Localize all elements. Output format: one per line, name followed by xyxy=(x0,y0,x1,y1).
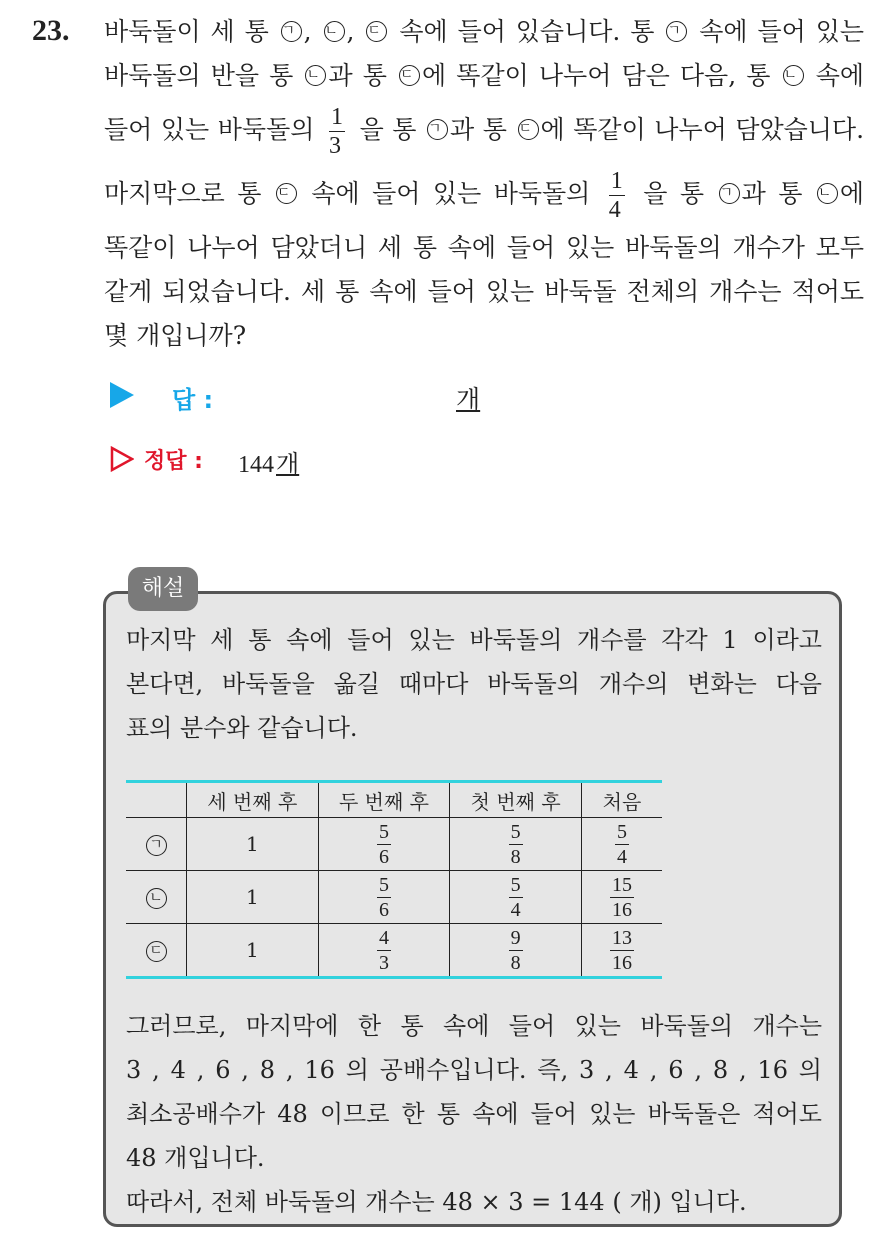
solution-tag: 해설 xyxy=(128,567,198,611)
table-row-label xyxy=(126,818,187,871)
circle-b-symbol: ㄴ xyxy=(305,65,326,86)
question-text-segment: 마지막으로 통 xyxy=(104,179,262,208)
correct-answer-number: 144 xyxy=(238,452,274,478)
fraction-one-quarter xyxy=(609,167,625,224)
question-line-7: 몇 개입니까? xyxy=(104,321,247,350)
table-fraction xyxy=(377,820,391,869)
circle-c-symbol: ㄷ xyxy=(399,65,420,86)
question-text-segment: 과 통 xyxy=(741,179,803,208)
fraction-numerator: 5 xyxy=(617,820,627,843)
question-text-segment: 에 xyxy=(839,179,864,208)
question-line-5: 똑같이 나누어 담았더니 세 통 속에 들어 있는 바둑돌의 개수가 모두 xyxy=(104,233,864,262)
fraction-numerator: 4 xyxy=(378,926,389,949)
fraction-numerator: 9 xyxy=(510,926,521,949)
circle-a-symbol: ㄱ xyxy=(146,835,167,856)
fraction-denominator: 8 xyxy=(510,951,521,974)
table-row xyxy=(126,871,662,924)
table-cell xyxy=(582,871,663,924)
table-cell xyxy=(450,871,582,924)
question-text-segment: 속에 들어 있는 바둑돌의 xyxy=(311,179,591,208)
table-header-cell: 처음 xyxy=(582,782,663,818)
table-cell: 1 xyxy=(187,818,319,871)
fraction-numerator: 5 xyxy=(378,873,389,896)
table-cell xyxy=(318,924,450,978)
fraction-numerator: 1 xyxy=(610,168,623,194)
solution-paragraph-1 xyxy=(126,618,822,750)
fraction-table xyxy=(126,780,662,979)
table-row xyxy=(126,924,662,978)
circle-b-symbol: ㄴ xyxy=(324,21,345,42)
fraction-denominator: 6 xyxy=(378,898,389,921)
fraction-denominator: 16 xyxy=(612,898,632,921)
solution-line: 3 , 4 , 6 , 8 , 16 의 공배수입니다. 즉, 3 , 4 , 6 , 8 , 16 의 xyxy=(126,1056,822,1084)
question-text-segment: 바둑돌의 반을 통 xyxy=(104,61,294,90)
question-line-6: 같게 되었습니다. 세 통 속에 들어 있는 바둑돌 전체의 개수는 적어도 xyxy=(104,277,864,306)
table-header-cell xyxy=(126,782,187,818)
table-cell: 1 xyxy=(187,924,319,978)
fraction-numerator: 5 xyxy=(510,873,521,896)
question-text-segment: 속에 들어 있는 xyxy=(699,17,864,46)
fraction-one-third xyxy=(329,103,345,160)
table-fraction xyxy=(509,873,523,922)
table-row xyxy=(126,818,662,871)
circle-b-symbol: ㄴ xyxy=(146,888,167,909)
table-header-row xyxy=(126,782,662,818)
circle-b-symbol: ㄴ xyxy=(783,65,804,86)
question-line-4 xyxy=(104,162,864,226)
solution-line: 표의 분수와 같습니다. xyxy=(126,714,358,742)
question-text-segment: 들어 있는 바둑돌의 xyxy=(104,115,315,144)
correct-answer-label: 정답 : xyxy=(144,449,203,474)
question-text-segment: 을 통 xyxy=(643,179,705,208)
answer-row xyxy=(110,378,510,418)
circle-a-symbol: ㄱ xyxy=(719,183,740,204)
table-cell: 1 xyxy=(187,871,319,924)
table-cell xyxy=(582,924,663,978)
fraction-denominator: 16 xyxy=(612,951,632,974)
solution-paragraph-2 xyxy=(126,1004,822,1224)
question-number: 23. xyxy=(32,14,70,47)
fraction-denominator: 6 xyxy=(378,845,389,868)
correct-answer-unit: 개 xyxy=(276,450,300,478)
fraction-numerator: 1 xyxy=(330,104,343,130)
question-text-segment: 을 통 xyxy=(359,115,417,144)
table-fraction xyxy=(377,873,391,922)
fraction-denominator: 8 xyxy=(510,845,521,868)
table-header-cell: 세 번째 후 xyxy=(187,782,319,818)
table-row-label xyxy=(126,924,187,978)
question-text-segment: 속에 들어 있습니다. 통 xyxy=(399,17,655,46)
play-triangle-icon xyxy=(110,382,134,408)
table-fraction xyxy=(615,820,629,869)
fraction-numerator: 5 xyxy=(378,820,389,843)
circle-a-symbol: ㄱ xyxy=(427,119,448,140)
solution-line: 마지막 세 통 속에 들어 있는 바둑돌의 개수를 각각 1 이라고 xyxy=(126,626,822,654)
comma: , xyxy=(303,17,312,46)
fraction-denominator: 3 xyxy=(328,133,341,159)
table-row-label xyxy=(126,871,187,924)
circle-a-symbol: ㄱ xyxy=(281,21,302,42)
circle-c-symbol: ㄷ xyxy=(276,183,297,204)
question-text-segment: 과 통 xyxy=(450,115,507,144)
solution-line: 따라서, 전체 바둑돌의 개수는 48 × 3 = 144 ( 개) 입니다. xyxy=(126,1188,747,1216)
fraction-denominator: 4 xyxy=(510,898,521,921)
answer-unit: 개 xyxy=(456,385,481,414)
table-cell xyxy=(450,818,582,871)
table-header-cell: 두 번째 후 xyxy=(318,782,450,818)
fraction-denominator: 4 xyxy=(617,845,627,868)
question-line-2 xyxy=(104,54,864,98)
table-cell xyxy=(450,924,582,978)
correct-answer-row xyxy=(110,440,510,480)
table-fraction xyxy=(377,926,391,975)
table-fraction xyxy=(610,926,634,975)
solution-line: 본다면, 바둑돌을 옮길 때마다 바둑돌의 개수의 변화는 다음 xyxy=(126,670,822,698)
correct-answer-value xyxy=(238,444,299,479)
question-text-segment: 바둑돌이 세 통 xyxy=(104,17,269,46)
circle-c-symbol: ㄷ xyxy=(146,941,167,962)
table-fraction xyxy=(509,820,523,869)
table-cell xyxy=(582,818,663,871)
table-header-cell: 첫 번째 후 xyxy=(450,782,582,818)
circle-c-symbol: ㄷ xyxy=(366,21,387,42)
solution-line: 그러므로, 마지막에 한 통 속에 들어 있는 바둑돌의 개수는 xyxy=(126,1012,822,1040)
question-line-3 xyxy=(104,98,864,162)
table-cell xyxy=(318,871,450,924)
question-text xyxy=(104,10,864,358)
circle-c-symbol: ㄷ xyxy=(518,119,539,140)
question-text-segment: 에 똑같이 나누어 담은 다음, 통 xyxy=(422,61,771,90)
fraction-denominator: 4 xyxy=(608,197,621,223)
circle-a-symbol: ㄱ xyxy=(666,21,687,42)
outline-triangle-icon xyxy=(110,446,134,472)
solution-line: 최소공배수가 48 이므로 한 통 속에 들어 있는 바둑돌은 적어도 xyxy=(126,1100,822,1128)
table-cell xyxy=(318,818,450,871)
question-text-segment: 속에 xyxy=(815,61,865,90)
question-text-segment: 과 통 xyxy=(328,61,387,90)
fraction-numerator: 5 xyxy=(510,820,521,843)
solution-line: 48 개입니다. xyxy=(126,1144,265,1172)
fraction-denominator: 3 xyxy=(378,951,389,974)
table-fraction xyxy=(509,926,523,975)
question-text-segment: 에 똑같이 나누어 담았습니다. xyxy=(540,115,865,144)
question-line-1 xyxy=(104,10,864,54)
circle-b-symbol: ㄴ xyxy=(817,183,838,204)
comma: , xyxy=(346,17,355,46)
table-fraction xyxy=(610,873,634,922)
fraction-numerator: 15 xyxy=(612,873,632,896)
fraction-numerator: 13 xyxy=(612,926,632,949)
answer-label: 답 : xyxy=(172,386,214,414)
